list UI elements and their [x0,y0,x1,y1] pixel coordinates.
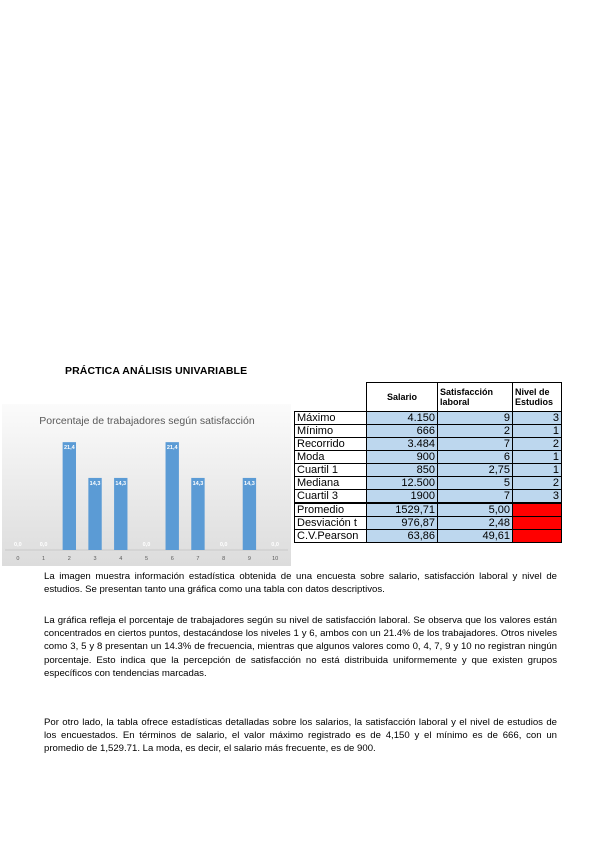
paragraph-table-analysis: Por otro lado, la tabla ofrece estadísticas detalladas sobre los salarios, la satisfacción laboral y el nivel de estudios de los encuestados. En términos de salario, el valor máximo registrado es de 4,150 y el mínimo es de 666, con un promedio de 1,529.71. La moda, es decir, el salario más frecuente, es de 900. [44,717,557,755]
cell-satisfaccion: 5 [438,477,513,490]
data-label-4: 14,3 [115,480,127,487]
cell-satisfaccion: 7 [438,438,513,451]
cell-estudios: 2 [513,438,562,451]
table-row [295,530,562,543]
cell-satisfaccion: 2,48 [438,517,513,530]
data-label-6: 21,4 [166,445,178,452]
satisfaction-bar-chart [2,404,291,566]
bar-6 [166,442,179,550]
data-label-9: 14,3 [244,480,255,487]
data-label-3: 14,3 [89,480,101,487]
data-label-10: 0,0 [271,542,279,548]
cell-estudios: 2 [513,477,562,490]
x-tick-10: 10 [272,556,279,562]
data-label-0: 0,0 [14,542,22,548]
chart-canvas [2,404,291,566]
cell-estudios: 3 [513,412,562,425]
paragraph-intro: La imagen muestra información estadística obtenida de una encuesta sobre salario, satisfacción laboral y nivel de estudios. Se presentan tanto una gráfica como una tabla con datos descriptivos. [44,571,557,596]
bar-2 [63,442,76,550]
x-tick-4: 4 [119,556,123,562]
cell-salario: 4.150 [367,412,438,425]
cell-salario: 12.500 [367,477,438,490]
header-estudios: Nivel de Estudios [513,383,562,412]
table-row [295,412,562,425]
cell-satisfaccion: 2,75 [438,464,513,477]
table-row [295,464,562,477]
data-label-8: 0,0 [219,542,228,548]
cell-satisfaccion: 49,61 [438,530,513,543]
cell-salario: 1900 [367,490,438,504]
row-label: Mínimo [295,425,367,438]
x-tick-9: 9 [247,556,251,562]
bar-9 [243,478,256,550]
x-tick-5: 5 [144,556,149,562]
header-satisfaccion: Satisfacción laboral [438,383,513,412]
cell-salario: 3.484 [367,438,438,451]
cell-estudios: 1 [513,425,562,438]
chart-title: Porcentaje de trabajadores según satisfacción [39,415,255,427]
row-label: Mediana [295,477,367,490]
cell-salario: 900 [367,451,438,464]
bar-4 [114,478,127,550]
x-tick-0: 0 [16,556,20,562]
cell-satisfaccion: 7 [438,490,513,504]
cell-salario: 1529,71 [367,503,438,517]
cell-estudios [513,530,562,543]
row-label: Desviación t [295,517,367,530]
row-label: C.V.Pearson [295,530,367,543]
paragraph-chart-analysis: La gráfica refleja el porcentaje de trabajadores según su nivel de satisfacción laboral. Se observa que los valores están concentrados en ciertos puntos, destacándose los niveles 1 y 6, ambos con un 21.4% de los trabajadores. Otros niveles como 3, 5 y 8 presentan un 14.3% de frecuencia, mientras que algunos valores como 0, 4, 7, 9 y 10 no registran ningún porcentaje. Esto indica que la percepción de satisfacción no está distribuida uniformemente y que existen grupos específicos con tendencias marcadas. [44,615,557,679]
table-header-row [295,383,562,412]
data-label-1: 0,0 [39,542,48,548]
table-row [295,425,562,438]
x-tick-8: 8 [222,556,226,562]
data-label-5: 0,0 [142,542,151,548]
bar-3 [88,478,101,550]
cell-salario: 666 [367,425,438,438]
document-title: PRÁCTICA ANÁLISIS UNIVARIABLE [65,365,248,377]
x-tick-7: 7 [196,556,200,562]
table-row [295,477,562,490]
data-label-7: 14,3 [192,480,204,487]
cell-satisfaccion: 2 [438,425,513,438]
cell-satisfaccion: 6 [438,451,513,464]
table-row [295,503,562,517]
cell-estudios [513,503,562,517]
header-salario: Salario [367,383,438,412]
x-tick-3: 3 [93,556,97,562]
cell-salario: 976,87 [367,517,438,530]
table-row [295,517,562,530]
row-label: Recorrido [295,438,367,451]
bar-7 [191,478,204,550]
table-row [295,451,562,464]
row-label: Promedio [295,503,367,517]
table-row [295,490,562,504]
cell-satisfaccion: 9 [438,412,513,425]
row-label: Cuartil 1 [295,464,367,477]
cell-salario: 850 [367,464,438,477]
x-tick-1: 1 [42,556,46,562]
table-header-corner [295,383,367,412]
row-label: Cuartil 3 [295,490,367,504]
row-label: Moda [295,451,367,464]
table-row [295,438,562,451]
descriptive-stats-table [294,382,562,543]
cell-estudios: 1 [513,451,562,464]
x-tick-6: 6 [170,556,174,562]
data-label-2: 21,4 [63,445,75,452]
cell-salario: 63,86 [367,530,438,543]
cell-estudios: 1 [513,464,562,477]
cell-estudios [513,517,562,530]
cell-satisfaccion: 5,00 [438,503,513,517]
cell-estudios: 3 [513,490,562,504]
x-tick-2: 2 [67,556,71,562]
row-label: Máximo [295,412,367,425]
